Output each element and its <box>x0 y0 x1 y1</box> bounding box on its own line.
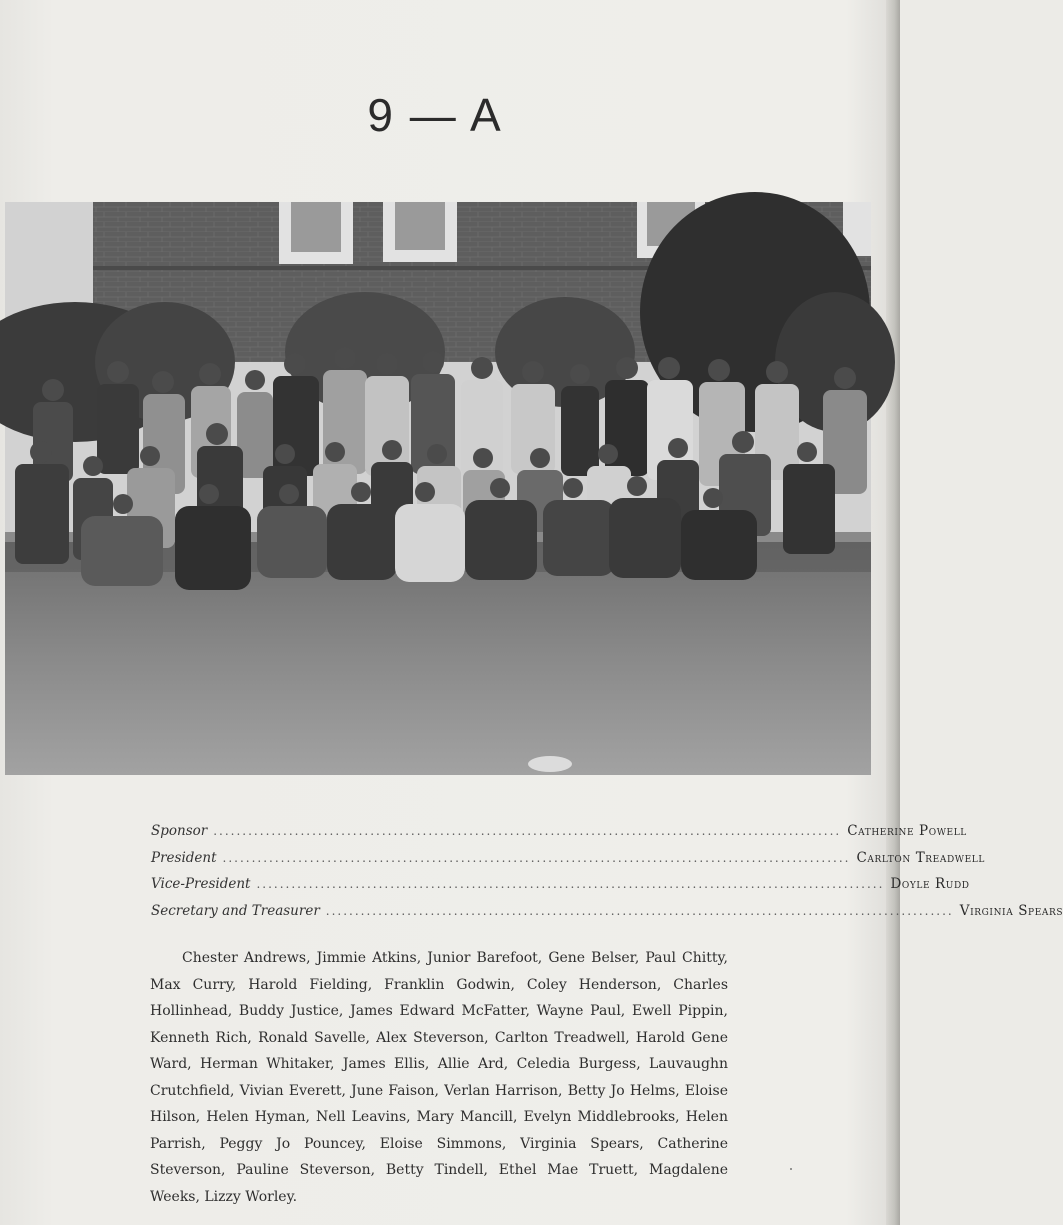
dot-leader: ............................................................................................................ <box>325 903 954 918</box>
officer-role: Vice-President <box>151 876 251 892</box>
officer-row-president <box>151 849 985 877</box>
officer-role: President <box>151 849 217 866</box>
officer-row-sponsor <box>151 823 967 850</box>
dot-leader: ............................................................................................................ <box>213 824 842 838</box>
officer-name: Virginia Spears <box>959 902 1063 919</box>
dot-leader: ............................................................................................................ <box>222 850 851 865</box>
page-edge <box>886 0 900 1225</box>
officers-list <box>151 823 1063 929</box>
class-photo <box>5 202 871 775</box>
officer-name: Doyle Rudd <box>890 876 970 892</box>
page-title: 9 — A <box>367 89 503 141</box>
officer-role: Secretary and Treasurer <box>151 902 320 919</box>
class-members-paragraph: Chester Andrews, Jimmie Atkins, Junior Barefoot, Gene Belser, Paul Chitty, Max Curry, Harold Fielding, Franklin Godwin, Coley Henderson, Charles Hollinhead, Buddy Justice, James Edward McFatter, Wayne Paul, Ewell Pippin, Kenneth Rich, Ronald Savelle, Alex Steverson, Carlton Treadwell, Harold Gene Ward, Herman Whitaker, James Ellis, Allie Ard, Celedia Burgess, Lauvaughn Crutchfield, Vivian Everett, June Faison, Verlan Harrison, Betty Jo Helms, Eloise Hilson, Helen Hyman, Nell Leavins, Mary Mancill, Evelyn Middlebrooks, Helen Parrish, Peggy Jo Pouncey, Eloise Simmons, Virginia Spears, Catherine Steverson, Pauline Steverson, Betty Tindell, Ethel Mae Truett, Magdalene Weeks, Lizzy Worley. <box>150 950 728 1205</box>
paper-speck <box>790 1168 792 1170</box>
officer-name: Catherine Powell <box>847 823 967 839</box>
officer-role: Sponsor <box>151 823 208 839</box>
dot-leader: ............................................................................................................ <box>256 877 885 891</box>
officer-row-vice-president <box>151 876 970 903</box>
officer-row-secretary-treasurer <box>151 902 1063 930</box>
officer-name: Carlton Treadwell <box>856 849 985 866</box>
